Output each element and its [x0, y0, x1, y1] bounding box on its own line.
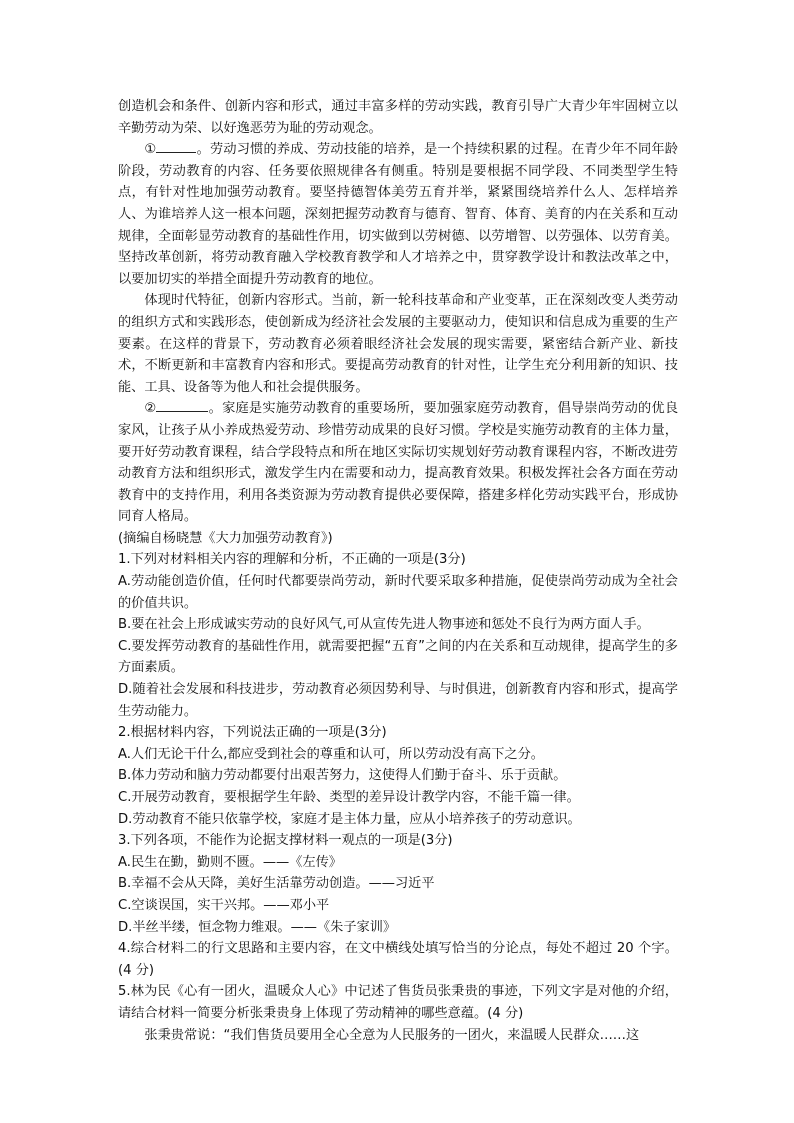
passage-paragraph-3: 体现时代特征，创新内容形式。当前，新一轮科技革命和产业变革，正在深刻改变人类劳动的组织方式和实践形态，使创新成为经济社会发展的主要驱动力，使知识和信息成为重要的生产要素。在这样的背景下，劳动教育必须着眼经济社会发展的现实需要，紧密结合新产业、新技术，不断更新和丰富教育内容和形式。要提高劳动教育的针对性，让学生充分利用新的知识、技能、工具、设备等为他人和社会提供服务。 — [118, 293, 678, 395]
passage-source: (摘编自杨晓慧《大力加强劳动教育》) — [118, 530, 333, 546]
passage-paragraph-2 — [118, 139, 678, 290]
option-c[interactable]: C.开展劳动教育，要根据学生年龄、类型的差异设计教学内容，不能千篇一律。 — [118, 790, 580, 805]
blank-label-2: ② — [144, 401, 157, 417]
option-c[interactable]: C.要发挥劳动教育的基础性作用，就需要把握“五育”之间的内在关系和互动规律，提高学生的多方面素质。 — [118, 638, 678, 676]
question-1 — [118, 549, 678, 722]
blank-label-1: ① — [144, 142, 157, 158]
question-stem: 5.林为民《心有一团火，温暖众人心》中记述了售货员张秉贵的事迹，下列文字是对他的介绍，请结合材料一简要分析张秉贵身上体现了劳动精神的哪些意蕴。(4 分) — [118, 984, 678, 1021]
option-a[interactable]: A.劳动能创造价值，任何时代都要崇尚劳动，新时代要采取多种措施，促使崇尚劳动成为全社会的价值共识。 — [118, 574, 678, 611]
question-3 — [118, 830, 678, 938]
option-a[interactable]: A.民生在勤，勤则不匮。——《左传》 — [118, 854, 342, 870]
question-stem: 3.下列各项，不能作为论据支撑材料一观点的一项是(3分) — [118, 833, 453, 849]
question-stem: 2.根据材料内容，下列说法正确的一项是(3分) — [118, 725, 387, 741]
question-5 — [118, 981, 678, 1024]
option-b[interactable]: B.幸福不会从天降，美好生活靠劳动创造。——习近平 — [118, 876, 435, 892]
passage-paragraph-2-text: 。劳动习惯的养成、劳动技能的培养，是一个持续积累的过程。在青少年不同年龄阶段，劳动教育的内容、任务要依照规律各有侧重。特别是要根据不同学段、不同类型学生特点，有针对性地加强劳动教育。要坚持德智体美劳五育并举，紧紧围绕培养什么人、怎样培养人、为谁培养人这一根本问题，深刻把握劳动教育与德育、智育、体育、美育的内在关系和互动规律，全面彰显劳动教育的基础性作用，切实做到以劳树德、以劳增智、以劳强体、以劳育美。坚持改革创新，将劳动教育融入学校教育教学和人才培养之中，贯穿教学设计和教法改革之中，以要加切实的举措全面提升劳动教育的地位。 — [118, 142, 678, 287]
supplementary-text: 张秉贵常说：“我们售货员要用全心全意为人民服务的一团火，来温暖人民群众……这 — [144, 1027, 640, 1043]
option-d[interactable]: D.随着社会发展和科技进步，劳动教育必须因势利导、与时俱进，创新教育内容和形式，提高学生劳动能力。 — [118, 682, 678, 719]
option-c[interactable]: C.空谈误国，实干兴邦。——邓小平 — [118, 897, 330, 913]
fill-blank-2[interactable] — [156, 411, 208, 412]
option-a[interactable]: A.人们无论干什么,都应受到社会的尊重和认可，所以劳动没有高下之分。 — [118, 746, 544, 762]
question-4 — [118, 938, 678, 981]
option-d[interactable]: D.半丝半缕，恒念物力维艰。——《朱子家训》 — [118, 919, 397, 935]
question-stem: 4.综合材料二的行文思路和主要内容，在文中横线处填写恰当的分论点，每处不超过 20 个字。(4 分) — [118, 941, 678, 978]
question-stem: 1.下列对材料相关内容的理解和分析，不正确的一项是(3分) — [118, 552, 466, 568]
fill-blank-1[interactable] — [156, 152, 196, 153]
question-2 — [118, 722, 678, 830]
passage-paragraph-4-text: 。家庭是实施劳动教育的重要场所，要加强家庭劳动教育，倡导崇尚劳动的优良家风，让孩子从小养成热爱劳动、珍惜劳动成果的良好习惯。学校是实施劳动教育的主体力量，要开好劳动教育课程，结合学段特点和所在地区实际切实规划好劳动教育课程内容，不断改进劳动教育方法和组织形式，激发学生内在需要和动力，提高教育效果。积极发挥社会各方面在劳动教育中的支持作用，利用各类资源为劳动教育提供必要保障，搭建多样化劳动实践平台，形成协同育人格局。 — [118, 401, 679, 525]
option-b[interactable]: B.要在社会上形成诚实劳动的良好风气,可从宣传先进人物事迹和惩处不良行为两方面人手。 — [118, 617, 650, 633]
passage-paragraph-4 — [118, 398, 678, 528]
passage-paragraph-1: 创造机会和条件、创新内容和形式，通过丰富多样的劳动实践，教育引导广大青少年牢固树立以辛勤劳动为荣、以好逸恶劳为耻的劳动观念。 — [118, 99, 678, 136]
option-b[interactable]: B.体力劳动和脑力劳动都要付出艰苦努力，这使得人们勤于奋斗、乐于贡献。 — [118, 768, 567, 784]
option-d[interactable]: D.劳动教育不能只依靠学校，家庭才是主体力量，应从小培养孩子的劳动意识。 — [118, 811, 581, 827]
